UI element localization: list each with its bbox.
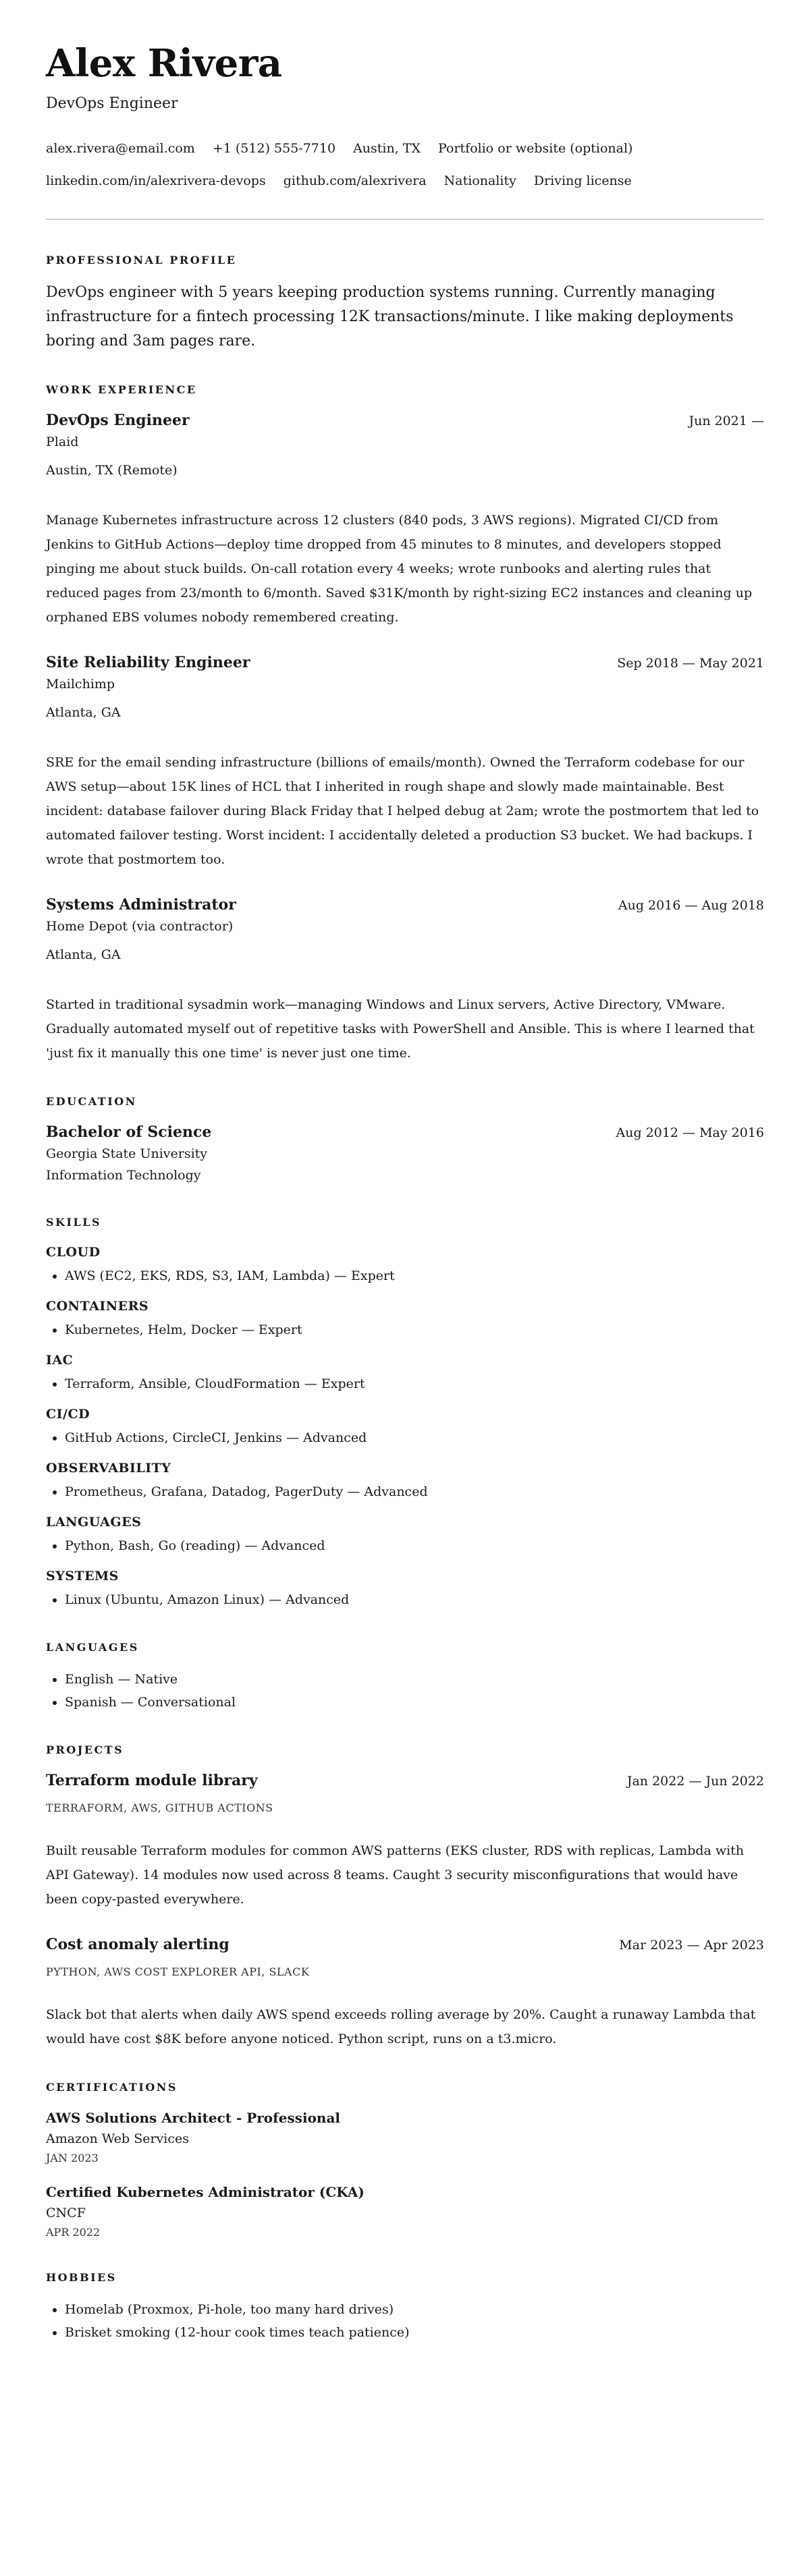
job-dates: Sep 2018 — May 2021 <box>617 656 764 671</box>
job-title: Systems Administrator <box>46 896 236 914</box>
section-heading: LANGUAGES <box>46 1641 139 1654</box>
hobby-item: • Homelab (Proxmox, Pi-hole, too many hard drives) <box>65 2298 764 2321</box>
section-heading: PROJECTS <box>46 1743 124 1756</box>
job-dates: Aug 2016 — Aug 2018 <box>618 898 764 913</box>
hobbies-section <box>46 2270 764 2344</box>
github-link[interactable]: github.com/alexrivera <box>283 173 427 188</box>
certifications-section <box>46 2079 764 2241</box>
skill-list <box>46 1534 764 1557</box>
skill-group <box>46 1243 764 1287</box>
project-description: Built reusable Terraform modules for common AWS patterns (EKS cluster, RDS with replicas, Lambda with API Gateway). 14 modules now used across 8 teams. Caught 3 security misconfigurations that would have been copy-pasted everywhere. <box>46 1843 745 1907</box>
projects-section <box>46 1742 764 2051</box>
education-dates: Aug 2012 — May 2016 <box>616 1125 764 1140</box>
work-section <box>46 382 764 1065</box>
cert-name: Certified Kubernetes Administrator (CKA) <box>46 2184 364 2200</box>
education-section <box>46 1094 764 1186</box>
linkedin-link[interactable]: linkedin.com/in/alexrivera-devops <box>46 173 266 188</box>
project-dates: Mar 2023 — Apr 2023 <box>619 1938 764 1953</box>
job-description: SRE for the email sending infrastructure (billions of emails/month). Owned the Terraform codebase for our AWS setup—about 15K lines of HCL that I inherited in rough shape and slowly made maintainable. Best incident: database failover during Black Friday that I helped debug at 2am; wrote the postmortem that led to automated failover testing. Worst incident: I accidentally deleted a production S3 bucket. We had backups. I wrote that postmortem too. <box>46 755 759 867</box>
project-entry <box>46 1770 764 1911</box>
skill-group <box>46 1297 764 1341</box>
section-heading: PROFESSIONAL PROFILE <box>46 254 237 267</box>
skill-item: • GitHub Actions, CircleCI, Jenkins — Advanced <box>65 1426 764 1449</box>
cert-name: AWS Solutions Architect - Professional <box>46 2110 341 2126</box>
project-tech: PYTHON, AWS COST EXPLORER API, SLACK <box>46 1965 310 1978</box>
section-heading: HOBBIES <box>46 2271 117 2284</box>
field-of-study: Information Technology <box>46 1168 201 1183</box>
certification <box>46 2108 764 2167</box>
skills-section <box>46 1214 764 1611</box>
resume-header <box>46 39 764 197</box>
skill-category: LANGUAGES <box>46 1515 142 1530</box>
skill-group <box>46 1351 764 1395</box>
certification <box>46 2182 764 2241</box>
contact-info <box>46 132 764 197</box>
job-entry <box>46 410 764 629</box>
job-title: DevOps Engineer <box>46 412 190 429</box>
skill-item: • Prometheus, Grafana, Datadog, PagerDuty — Advanced <box>65 1480 764 1503</box>
languages-section <box>46 1640 764 1714</box>
nationality: Nationality <box>443 173 516 188</box>
skill-category: CONTAINERS <box>46 1299 149 1314</box>
section-heading: CERTIFICATIONS <box>46 2081 178 2094</box>
skill-group <box>46 1459 764 1503</box>
section-heading: SKILLS <box>46 1216 101 1229</box>
job-location: Austin, TX (Remote) <box>46 463 178 478</box>
project-description: Slack bot that alerts when daily AWS spend exceeds rolling average by 20%. Caught a runaway Lambda that would have cost $8K before anyone noticed. Python script, runs on a t3.micro. <box>46 2007 756 2046</box>
cert-issuer: CNCF <box>46 2206 86 2220</box>
job-description: Manage Kubernetes infrastructure across 12 clusters (840 pods, 3 AWS regions). Migrated CI/CD from Jenkins to GitHub Actions—deploy time dropped from 45 minutes to 8 minutes, and developers stopped pinging me about stuck builds. On-call rotation every 4 weeks; wrote runbooks and alerting rules that reduced pages from 23/month to 6/month. Saved $31K/month by right-sizing EC2 instances and cleaning up orphaned EBS volumes nobody remembered creating. <box>46 513 753 625</box>
project-entry <box>46 1934 764 2051</box>
skill-list <box>46 1372 764 1395</box>
skill-category: SYSTEMS <box>46 1569 119 1584</box>
location: Austin, TX <box>353 141 421 156</box>
driving-license: Driving license <box>533 173 632 188</box>
job-title: DevOps Engineer <box>46 95 178 112</box>
project-title: Cost anomaly alerting <box>46 1936 230 1953</box>
project-title: Terraform module library <box>46 1772 258 1789</box>
skill-item: • Terraform, Ansible, CloudFormation — Expert <box>65 1372 764 1395</box>
profile-text: DevOps engineer with 5 years keeping production systems running. Currently managing infrastructure for a fintech processing 12K transactions/minute. I like making deployments boring and 3am pages rare. <box>46 284 734 349</box>
degree: Bachelor of Science <box>46 1123 212 1141</box>
language-item: • English — Native <box>65 1668 764 1691</box>
cert-date: JAN 2023 <box>46 2152 99 2164</box>
section-heading: WORK EXPERIENCE <box>46 383 197 396</box>
skill-item: • Linux (Ubuntu, Amazon Linux) — Advanced <box>65 1588 764 1611</box>
skill-category: CLOUD <box>46 1245 101 1260</box>
skill-category: CI/CD <box>46 1407 90 1422</box>
company: Home Depot (via contractor) <box>46 919 234 934</box>
school: Georgia State University <box>46 1146 208 1161</box>
skill-list <box>46 1318 764 1341</box>
header-divider <box>46 219 764 220</box>
skill-group <box>46 1405 764 1449</box>
candidate-name: Alex Rivera <box>46 41 282 86</box>
profile-section <box>46 252 764 354</box>
skill-item: • AWS (EC2, EKS, RDS, S3, IAM, Lambda) — Expert <box>65 1264 764 1287</box>
language-item: • Spanish — Conversational <box>65 1691 764 1714</box>
job-entry <box>46 652 764 872</box>
skill-item: • Python, Bash, Go (reading) — Advanced <box>65 1534 764 1557</box>
website-link[interactable]: Portfolio or website (optional) <box>438 141 633 156</box>
phone: +1 (512) 555-7710 <box>212 141 336 156</box>
skill-list <box>46 1264 764 1287</box>
company: Plaid <box>46 435 79 449</box>
project-tech: TERRAFORM, AWS, GITHUB ACTIONS <box>46 1801 273 1814</box>
job-location: Atlanta, GA <box>46 705 121 720</box>
cert-date: APR 2022 <box>46 2226 101 2239</box>
project-header <box>46 1770 764 1791</box>
job-description: Started in traditional sysadmin work—managing Windows and Linux servers, Active Directory, VMware. Gradually automated myself out of repetitive tasks with PowerShell and Ansible. This is where I learned that 'just fix it manually this one time' is never just one time. <box>46 997 755 1061</box>
skill-list <box>46 1588 764 1611</box>
skill-list <box>46 1426 764 1449</box>
job-dates: Jun 2021 — <box>688 414 764 428</box>
hobby-item: • Brisket smoking (12-hour cook times teach patience) <box>65 2321 764 2344</box>
skill-list <box>46 1480 764 1503</box>
skill-category: OBSERVABILITY <box>46 1461 171 1476</box>
skill-category: IAC <box>46 1353 74 1368</box>
skill-group <box>46 1567 764 1611</box>
email-link[interactable]: alex.rivera@email.com <box>46 141 195 156</box>
skill-item: • Kubernetes, Helm, Docker — Expert <box>65 1318 764 1341</box>
company: Mailchimp <box>46 677 115 692</box>
job-header <box>46 652 764 673</box>
skill-group <box>46 1513 764 1557</box>
project-header <box>46 1934 764 1955</box>
section-heading: EDUCATION <box>46 1095 137 1108</box>
job-location: Atlanta, GA <box>46 947 121 962</box>
job-header <box>46 410 764 431</box>
job-entry <box>46 895 764 1065</box>
job-header <box>46 895 764 916</box>
project-dates: Jan 2022 — Jun 2022 <box>626 1774 764 1789</box>
job-title: Site Reliability Engineer <box>46 654 250 671</box>
cert-issuer: Amazon Web Services <box>46 2131 190 2146</box>
